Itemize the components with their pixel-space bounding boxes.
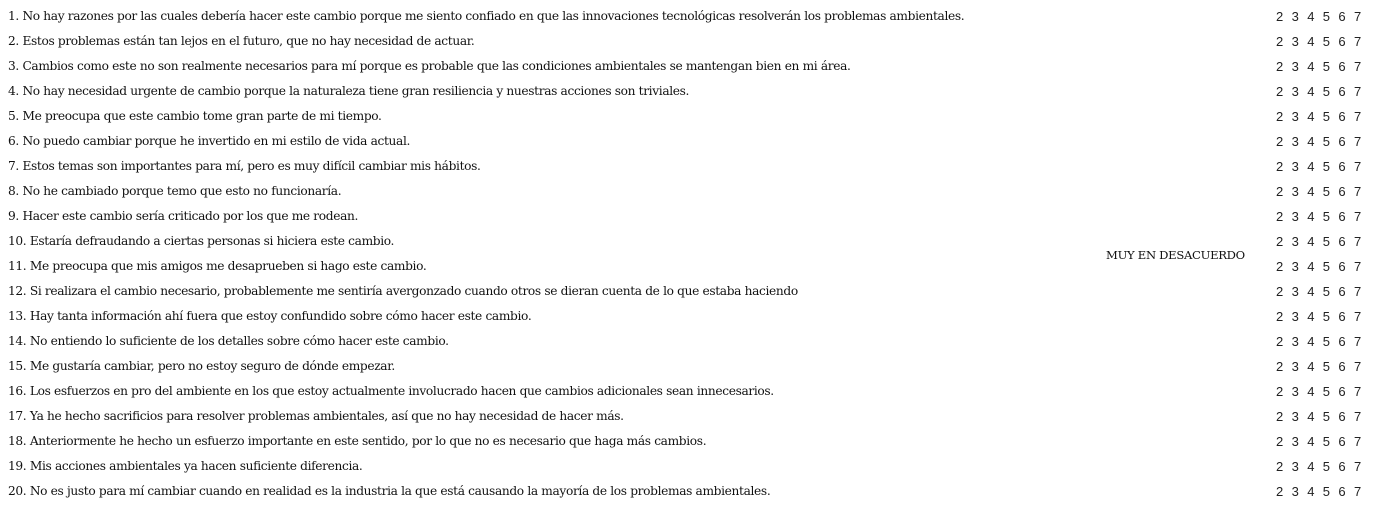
rating-option-3[interactable]: 3 <box>1291 9 1299 24</box>
rating-option-4[interactable]: 4 <box>1307 109 1315 124</box>
rating-option-7[interactable]: 7 <box>1353 284 1362 299</box>
rating-scale-item-13 <box>1276 304 1370 329</box>
item-text: 4. No hay necesidad urgente de cambio porque la naturaleza tiene gran resiliencia y nuestras acciones son triviales. <box>8 84 690 98</box>
item-text: 10. Estaría defraudando a ciertas personas si hiciera este cambio. <box>8 234 395 248</box>
questionnaire-item-3 <box>0 54 1379 79</box>
rating-option-7[interactable]: 7 <box>1353 484 1362 499</box>
rating-option-3[interactable]: 3 <box>1291 309 1299 324</box>
rating-option-4[interactable]: 4 <box>1307 259 1315 274</box>
rating-option-3[interactable]: 3 <box>1291 34 1299 49</box>
rating-option-6[interactable]: 6 <box>1338 409 1346 424</box>
questionnaire-item-13 <box>0 304 1379 329</box>
rating-option-5[interactable]: 5 <box>1322 134 1331 149</box>
rating-scale-item-7 <box>1276 154 1370 179</box>
rating-scale-item-12 <box>1276 279 1370 304</box>
rating-option-6[interactable]: 6 <box>1338 284 1346 299</box>
questionnaire-item-2 <box>0 29 1379 54</box>
rating-option-7[interactable]: 7 <box>1353 159 1362 174</box>
item-text: 1. No hay razones por las cuales debería hacer este cambio porque me siento confiado en que las innovaciones tecnológicas resolverán los problemas ambientales. <box>8 9 965 23</box>
rating-option-5[interactable]: 5 <box>1322 259 1331 274</box>
rating-option-4[interactable]: 4 <box>1307 159 1315 174</box>
rating-option-6[interactable]: 6 <box>1338 109 1346 124</box>
rating-option-2[interactable]: 2 <box>1276 309 1284 324</box>
rating-scale-item-2 <box>1276 29 1370 54</box>
rating-option-5[interactable]: 5 <box>1322 9 1331 24</box>
rating-option-2[interactable]: 2 <box>1276 234 1284 249</box>
item-text: 17. Ya he hecho sacrificios para resolver problemas ambientales, así que no hay necesidad de hacer más. <box>8 409 624 423</box>
rating-option-5[interactable]: 5 <box>1322 384 1331 399</box>
rating-option-2[interactable]: 2 <box>1276 359 1284 374</box>
questionnaire-item-8 <box>0 179 1379 204</box>
rating-option-3[interactable]: 3 <box>1291 59 1299 74</box>
rating-scale-item-14 <box>1276 329 1370 354</box>
rating-option-7[interactable]: 7 <box>1353 309 1362 324</box>
rating-option-7[interactable]: 7 <box>1353 234 1362 249</box>
rating-option-3[interactable]: 3 <box>1291 109 1299 124</box>
rating-scale-item-20 <box>1276 479 1370 504</box>
rating-option-4[interactable]: 4 <box>1307 9 1315 24</box>
rating-option-5[interactable]: 5 <box>1322 34 1331 49</box>
rating-scale-item-17 <box>1276 404 1370 429</box>
questionnaire-item-6 <box>0 129 1379 154</box>
rating-option-5[interactable]: 5 <box>1322 309 1331 324</box>
rating-option-3[interactable]: 3 <box>1291 184 1299 199</box>
rating-option-3[interactable]: 3 <box>1291 259 1299 274</box>
rating-option-4[interactable]: 4 <box>1307 359 1315 374</box>
rating-option-4[interactable]: 4 <box>1307 409 1315 424</box>
rating-option-7[interactable]: 7 <box>1353 84 1362 99</box>
rating-option-3[interactable]: 3 <box>1291 434 1299 449</box>
rating-scale-item-18 <box>1276 429 1370 454</box>
item-text: 3. Cambios como este no son realmente necesarios para mí porque es probable que las condiciones ambientales se mantengan bien en mi área. <box>8 59 851 73</box>
rating-option-5[interactable]: 5 <box>1322 434 1331 449</box>
rating-option-6[interactable]: 6 <box>1338 334 1346 349</box>
rating-option-6[interactable]: 6 <box>1338 459 1346 474</box>
rating-option-7[interactable]: 7 <box>1353 34 1362 49</box>
questionnaire-item-9 <box>0 204 1379 229</box>
rating-option-4[interactable]: 4 <box>1307 284 1315 299</box>
item-text: 16. Los esfuerzos en pro del ambiente en los que estoy actualmente involucrado hacen que cambios adicionales sean innecesarios. <box>8 384 774 398</box>
rating-option-7[interactable]: 7 <box>1353 109 1362 124</box>
rating-option-7[interactable]: 7 <box>1353 9 1362 24</box>
rating-option-6[interactable]: 6 <box>1338 159 1346 174</box>
rating-option-3[interactable]: 3 <box>1291 409 1299 424</box>
rating-option-7[interactable]: 7 <box>1353 134 1362 149</box>
rating-option-4[interactable]: 4 <box>1307 59 1315 74</box>
rating-option-6[interactable]: 6 <box>1338 359 1346 374</box>
item-text: 18. Anteriormente he hecho un esfuerzo importante en este sentido, por lo que no es necesario que haga más cambios. <box>8 434 707 448</box>
rating-option-6[interactable]: 6 <box>1338 259 1346 274</box>
item-text: 19. Mis acciones ambientales ya hacen suficiente diferencia. <box>8 459 363 473</box>
rating-option-5[interactable]: 5 <box>1322 159 1331 174</box>
item-text: 9. Hacer este cambio sería criticado por los que me rodean. <box>8 209 359 223</box>
questionnaire-item-20 <box>0 479 1379 504</box>
rating-scale-item-16 <box>1276 379 1370 404</box>
questionnaire-item-19 <box>0 454 1379 479</box>
rating-option-2[interactable]: 2 <box>1276 459 1284 474</box>
rating-scale-item-5 <box>1276 104 1370 129</box>
rating-option-4[interactable]: 4 <box>1307 34 1315 49</box>
item-text: 15. Me gustaría cambiar, pero no estoy seguro de dónde empezar. <box>8 359 395 373</box>
rating-option-6[interactable]: 6 <box>1338 434 1346 449</box>
rating-option-3[interactable]: 3 <box>1291 334 1299 349</box>
rating-option-2[interactable]: 2 <box>1276 284 1284 299</box>
rating-option-2[interactable]: 2 <box>1276 109 1284 124</box>
rating-option-4[interactable]: 4 <box>1307 209 1315 224</box>
rating-scale-item-4 <box>1276 79 1370 104</box>
item-text: 14. No entiendo lo suficiente de los detalles sobre cómo hacer este cambio. <box>8 334 449 348</box>
questionnaire-item-16 <box>0 379 1379 404</box>
rating-option-5[interactable]: 5 <box>1322 234 1331 249</box>
rating-option-5[interactable]: 5 <box>1322 209 1331 224</box>
rating-option-5[interactable]: 5 <box>1322 59 1331 74</box>
rating-option-6[interactable]: 6 <box>1338 234 1346 249</box>
rating-option-4[interactable]: 4 <box>1307 334 1315 349</box>
rating-scale-item-1 <box>1276 4 1370 29</box>
rating-option-3[interactable]: 3 <box>1291 484 1299 499</box>
questionnaire-item-1 <box>0 4 1379 29</box>
rating-scale-item-9 <box>1276 204 1370 229</box>
rating-option-4[interactable]: 4 <box>1307 384 1315 399</box>
questionnaire-item-17 <box>0 404 1379 429</box>
questionnaire-item-15 <box>0 354 1379 379</box>
rating-option-2[interactable]: 2 <box>1276 384 1284 399</box>
rating-option-2[interactable]: 2 <box>1276 134 1284 149</box>
rating-option-7[interactable]: 7 <box>1353 59 1362 74</box>
rating-scale-item-19 <box>1276 454 1370 479</box>
rating-option-6[interactable]: 6 <box>1338 84 1346 99</box>
rating-scale-item-8 <box>1276 179 1370 204</box>
rating-option-4[interactable]: 4 <box>1307 234 1315 249</box>
item-text: 13. Hay tanta información ahí fuera que estoy confundido sobre cómo hacer este cambio. <box>8 309 532 323</box>
rating-option-2[interactable]: 2 <box>1276 334 1284 349</box>
rating-option-5[interactable]: 5 <box>1322 484 1331 499</box>
rating-option-4[interactable]: 4 <box>1307 184 1315 199</box>
questionnaire-item-5 <box>0 104 1379 129</box>
rating-option-2[interactable]: 2 <box>1276 184 1284 199</box>
rating-option-7[interactable]: 7 <box>1353 209 1362 224</box>
rating-scale-item-15 <box>1276 354 1370 379</box>
rating-option-6[interactable]: 6 <box>1338 9 1346 24</box>
rating-option-2[interactable]: 2 <box>1276 159 1284 174</box>
rating-option-5[interactable]: 5 <box>1322 359 1331 374</box>
rating-option-2[interactable]: 2 <box>1276 9 1284 24</box>
rating-option-2[interactable]: 2 <box>1276 209 1284 224</box>
rating-option-6[interactable]: 6 <box>1338 184 1346 199</box>
rating-option-3[interactable]: 3 <box>1291 84 1299 99</box>
rating-option-6[interactable]: 6 <box>1338 134 1346 149</box>
rating-option-3[interactable]: 3 <box>1291 209 1299 224</box>
rating-option-7[interactable]: 7 <box>1353 359 1362 374</box>
rating-option-7[interactable]: 7 <box>1353 259 1362 274</box>
rating-option-3[interactable]: 3 <box>1291 384 1299 399</box>
rating-option-3[interactable]: 3 <box>1291 234 1299 249</box>
item-text: 6. No puedo cambiar porque he invertido en mi estilo de vida actual. <box>8 134 411 148</box>
rating-option-6[interactable]: 6 <box>1338 484 1346 499</box>
rating-option-4[interactable]: 4 <box>1307 459 1315 474</box>
rating-option-5[interactable]: 5 <box>1322 334 1331 349</box>
questionnaire-item-4 <box>0 79 1379 104</box>
rating-scale-item-6 <box>1276 129 1370 154</box>
rating-scale-item-3 <box>1276 54 1370 79</box>
questionnaire-item-14 <box>0 329 1379 354</box>
item-text: 5. Me preocupa que este cambio tome gran parte de mi tiempo. <box>8 109 382 123</box>
rating-option-7[interactable]: 7 <box>1353 434 1362 449</box>
rating-option-2[interactable]: 2 <box>1276 59 1284 74</box>
rating-option-7[interactable]: 7 <box>1353 334 1362 349</box>
item-text: 11. Me preocupa que mis amigos me desaprueben si hago este cambio. <box>8 259 427 273</box>
questionnaire-item-12 <box>0 279 1379 304</box>
rating-scale-item-10 <box>1276 229 1370 254</box>
rating-option-3[interactable]: 3 <box>1291 134 1299 149</box>
rating-option-6[interactable]: 6 <box>1338 34 1346 49</box>
rating-option-7[interactable]: 7 <box>1353 459 1362 474</box>
rating-option-2[interactable]: 2 <box>1276 34 1284 49</box>
rating-option-4[interactable]: 4 <box>1307 134 1315 149</box>
questionnaire-item-7 <box>0 154 1379 179</box>
item-text: 20. No es justo para mí cambiar cuando en realidad es la industria la que está causando la mayoría de los problemas ambientales. <box>8 484 771 498</box>
rating-option-4[interactable]: 4 <box>1307 309 1315 324</box>
rating-option-5[interactable]: 5 <box>1322 459 1331 474</box>
rating-option-5[interactable]: 5 <box>1322 409 1331 424</box>
rating-option-5[interactable]: 5 <box>1322 84 1331 99</box>
rating-option-4[interactable]: 4 <box>1307 84 1315 99</box>
rating-option-5[interactable]: 5 <box>1322 109 1331 124</box>
rating-scale-item-11 <box>1276 254 1370 279</box>
rating-option-5[interactable]: 5 <box>1322 184 1331 199</box>
rating-option-2[interactable]: 2 <box>1276 84 1284 99</box>
rating-option-4[interactable]: 4 <box>1307 484 1315 499</box>
rating-option-2[interactable]: 2 <box>1276 434 1284 449</box>
rating-option-6[interactable]: 6 <box>1338 59 1346 74</box>
rating-option-7[interactable]: 7 <box>1353 384 1362 399</box>
rating-option-6[interactable]: 6 <box>1338 209 1346 224</box>
rating-option-3[interactable]: 3 <box>1291 459 1299 474</box>
rating-option-6[interactable]: 6 <box>1338 309 1346 324</box>
rating-option-7[interactable]: 7 <box>1353 409 1362 424</box>
rating-option-3[interactable]: 3 <box>1291 359 1299 374</box>
item-text: 2. Estos problemas están tan lejos en el futuro, que no hay necesidad de actuar. <box>8 34 475 48</box>
rating-option-5[interactable]: 5 <box>1322 284 1331 299</box>
rating-option-3[interactable]: 3 <box>1291 284 1299 299</box>
rating-option-7[interactable]: 7 <box>1353 184 1362 199</box>
rating-option-2[interactable]: 2 <box>1276 409 1284 424</box>
rating-option-6[interactable]: 6 <box>1338 384 1346 399</box>
rating-option-4[interactable]: 4 <box>1307 434 1315 449</box>
rating-option-2[interactable]: 2 <box>1276 259 1284 274</box>
item-text: 12. Si realizara el cambio necesario, probablemente me sentiría avergonzado cuando otros se dieran cuenta de lo que estaba haciendo <box>8 284 798 298</box>
scale-anchor-label: MUY EN DESACUERDO <box>1106 248 1245 262</box>
item-text: 7. Estos temas son importantes para mí, pero es muy difícil cambiar mis hábitos. <box>8 159 481 173</box>
questionnaire-item-18 <box>0 429 1379 454</box>
rating-option-2[interactable]: 2 <box>1276 484 1284 499</box>
rating-option-3[interactable]: 3 <box>1291 159 1299 174</box>
item-text: 8. No he cambiado porque temo que esto no funcionaría. <box>8 184 342 198</box>
